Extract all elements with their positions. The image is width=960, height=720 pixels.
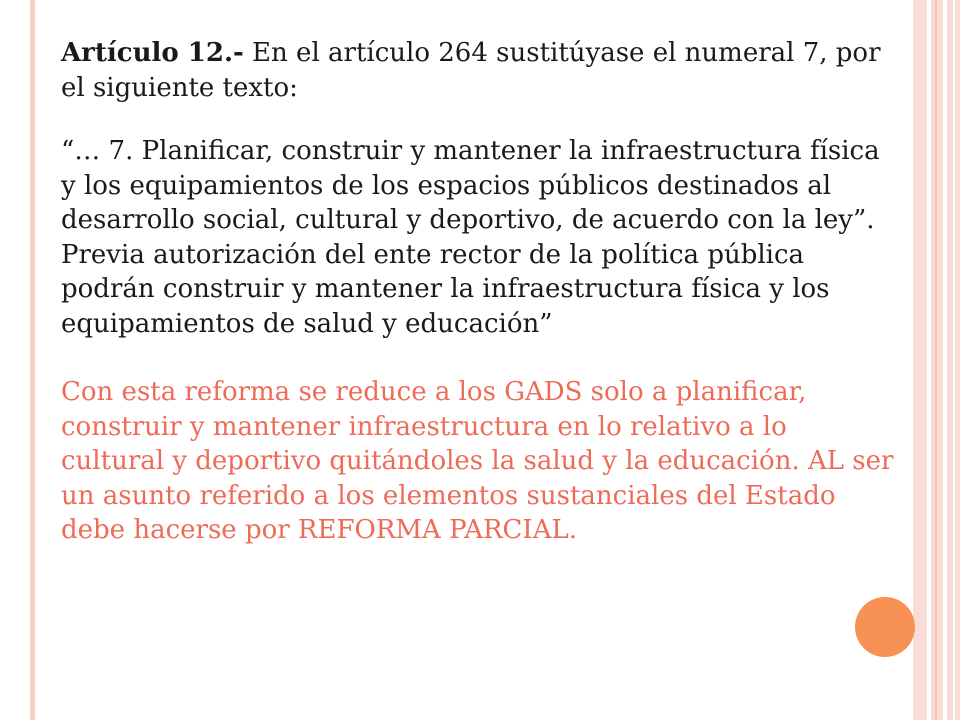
band-stripe (953, 0, 955, 720)
accent-circle (855, 597, 915, 657)
band-stripe (935, 0, 937, 720)
article-heading: Artículo 12.- (61, 38, 244, 68)
slide-content (61, 36, 896, 548)
quoted-text: “… 7. Planificar, construir y mantener la infraestructura física y los equipamientos de los espacios públicos destinados al desarrollo social, cultural y deportivo, de acuerdo con la ley”. Previa autorización del ente rector de la política pública podrán construir y mantener la infraestructura física y los equipamientos de salud y educación” (61, 136, 880, 339)
band-stripe (927, 0, 931, 720)
band-stripe (943, 0, 947, 720)
left-frame-line (30, 0, 35, 720)
right-decorative-band (913, 0, 960, 720)
article-paragraph (61, 36, 896, 105)
commentary-text: Con esta reforma se reduce a los GADS solo a planificar, construir y mantener infraestructura en lo relativo a lo cultural y deportivo quitándoles la salud y la educación. AL ser un asunto referido a los elementos sustanciales del Estado debe hacerse por REFORMA PARCIAL. (61, 377, 894, 545)
article-intro: En el artículo 264 sustitúyase el numeral 7, por el siguiente texto: (61, 38, 881, 103)
